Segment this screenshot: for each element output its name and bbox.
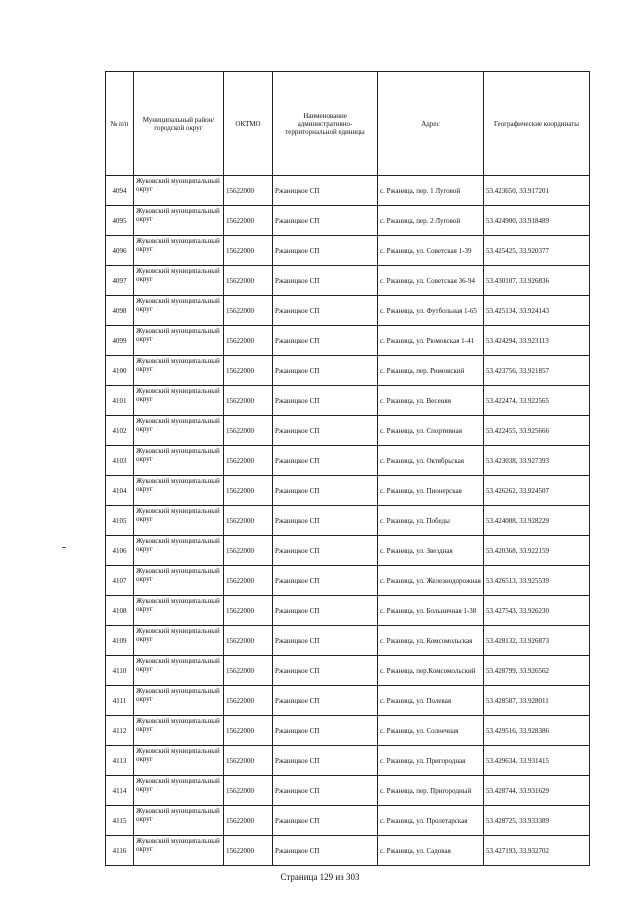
table-row: [106, 356, 590, 386]
cell-coordinates: 53.425425, 33.920377: [484, 236, 590, 266]
table-row: [106, 836, 590, 866]
cell-number: 4098: [106, 296, 134, 326]
cell-address: с. Ржаница, пер. 2 Луговой: [378, 206, 484, 236]
cell-admin-unit: Ржаницкое СП: [273, 776, 378, 806]
cell-number: 4116: [106, 836, 134, 866]
cell-oktmo: 15622000: [224, 326, 273, 356]
cell-admin-unit: Ржаницкое СП: [273, 656, 378, 686]
table-row: [106, 686, 590, 716]
cell-admin-unit: Ржаницкое СП: [273, 746, 378, 776]
cell-address: с. Ржаница, ул. Футбольная 1-65: [378, 296, 484, 326]
cell-admin-unit: Ржаницкое СП: [273, 446, 378, 476]
cell-admin-unit: Ржаницкое СП: [273, 206, 378, 236]
cell-oktmo: 15622000: [224, 836, 273, 866]
cell-number: 4106: [106, 536, 134, 566]
cell-address: с. Ржаница, пер. Рюмовский: [378, 356, 484, 386]
cell-district: Жуковский муниципальный округ: [134, 656, 224, 686]
cell-coordinates: 53.424008, 33.928229: [484, 506, 590, 536]
table-row: [106, 386, 590, 416]
cell-number: 4105: [106, 506, 134, 536]
cell-district: Жуковский муниципальный округ: [134, 836, 224, 866]
cell-coordinates: 53.422455, 33.925666: [484, 416, 590, 446]
cell-oktmo: 15622000: [224, 746, 273, 776]
cell-number: 4111: [106, 686, 134, 716]
cell-admin-unit: Ржаницкое СП: [273, 536, 378, 566]
cell-address: с. Ржаница, ул. Садовая: [378, 836, 484, 866]
cell-oktmo: 15622000: [224, 536, 273, 566]
cell-address: с. Ржаница, ул. Звездная: [378, 536, 484, 566]
scan-mark: [62, 547, 66, 548]
cell-number: 4110: [106, 656, 134, 686]
cell-oktmo: 15622000: [224, 446, 273, 476]
cell-oktmo: 15622000: [224, 386, 273, 416]
cell-admin-unit: Ржаницкое СП: [273, 416, 378, 446]
cell-admin-unit: Ржаницкое СП: [273, 236, 378, 266]
header-number: № п/п: [106, 72, 134, 176]
cell-district: Жуковский муниципальный округ: [134, 176, 224, 206]
cell-number: 4114: [106, 776, 134, 806]
table-row: [106, 476, 590, 506]
cell-admin-unit: Ржаницкое СП: [273, 176, 378, 206]
cell-coordinates: 53.426513, 33.925539: [484, 566, 590, 596]
cell-number: 4104: [106, 476, 134, 506]
cell-number: 4096: [106, 236, 134, 266]
cell-admin-unit: Ржаницкое СП: [273, 506, 378, 536]
table-row: [106, 206, 590, 236]
cell-number: 4100: [106, 356, 134, 386]
table-row: [106, 266, 590, 296]
cell-address: с. Ржаница, ул. Советская 36-94: [378, 266, 484, 296]
cell-oktmo: 15622000: [224, 686, 273, 716]
cell-address: с. Ржаница, ул. Пригородная: [378, 746, 484, 776]
cell-oktmo: 15622000: [224, 266, 273, 296]
cell-number: 4099: [106, 326, 134, 356]
cell-district: Жуковский муниципальный округ: [134, 296, 224, 326]
cell-district: Жуковский муниципальный округ: [134, 416, 224, 446]
cell-oktmo: 15622000: [224, 176, 273, 206]
cell-oktmo: 15622000: [224, 416, 273, 446]
cell-coordinates: 53.425134, 33.924143: [484, 296, 590, 326]
table-row: [106, 536, 590, 566]
table-row: [106, 416, 590, 446]
table-row: [106, 596, 590, 626]
cell-admin-unit: Ржаницкое СП: [273, 686, 378, 716]
cell-oktmo: 15622000: [224, 596, 273, 626]
cell-address: с. Ржаница, ул. Рюмовская 1-41: [378, 326, 484, 356]
cell-address: с. Ржаница, ул. Больничная 1-38: [378, 596, 484, 626]
cell-oktmo: 15622000: [224, 356, 273, 386]
cell-number: 4103: [106, 446, 134, 476]
cell-oktmo: 15622000: [224, 806, 273, 836]
cell-admin-unit: Ржаницкое СП: [273, 326, 378, 356]
cell-coordinates: 53.420368, 33.922159: [484, 536, 590, 566]
cell-address: с. Ржаница, ул. Спортивная: [378, 416, 484, 446]
cell-number: 4108: [106, 596, 134, 626]
cell-coordinates: 53.428799, 33.926562: [484, 656, 590, 686]
cell-address: с. Ржаница, ул. Победы: [378, 506, 484, 536]
cell-district: Жуковский муниципальный округ: [134, 356, 224, 386]
cell-district: Жуковский муниципальный округ: [134, 446, 224, 476]
cell-address: с. Ржаница, ул. Пролетарская: [378, 806, 484, 836]
cell-district: Жуковский муниципальный округ: [134, 716, 224, 746]
cell-number: 4109: [106, 626, 134, 656]
cell-address: с. Ржаница, пер. 1 Луговой: [378, 176, 484, 206]
cell-oktmo: 15622000: [224, 716, 273, 746]
cell-coordinates: 53.428587, 33.928011: [484, 686, 590, 716]
table-row: [106, 566, 590, 596]
cell-district: Жуковский муниципальный округ: [134, 236, 224, 266]
cell-admin-unit: Ржаницкое СП: [273, 476, 378, 506]
table-row: [106, 446, 590, 476]
cell-address: с. Ржаница, ул. Советская 1-39: [378, 236, 484, 266]
cell-district: Жуковский муниципальный округ: [134, 386, 224, 416]
cell-admin-unit: Ржаницкое СП: [273, 626, 378, 656]
header-admin-unit: Наименование административно-территориальной единицы: [273, 72, 378, 176]
cell-oktmo: 15622000: [224, 776, 273, 806]
cell-coordinates: 53.427543, 33.926230: [484, 596, 590, 626]
cell-coordinates: 53.422474, 33.922565: [484, 386, 590, 416]
cell-admin-unit: Ржаницкое СП: [273, 296, 378, 326]
cell-district: Жуковский муниципальный округ: [134, 596, 224, 626]
cell-coordinates: 53.423756, 33.921857: [484, 356, 590, 386]
cell-coordinates: 53.427193, 33.932702: [484, 836, 590, 866]
cell-district: Жуковский муниципальный округ: [134, 626, 224, 656]
cell-number: 4102: [106, 416, 134, 446]
cell-district: Жуковский муниципальный округ: [134, 326, 224, 356]
cell-admin-unit: Ржаницкое СП: [273, 836, 378, 866]
cell-oktmo: 15622000: [224, 626, 273, 656]
table-row: [106, 626, 590, 656]
cell-oktmo: 15622000: [224, 566, 273, 596]
table-row: [106, 776, 590, 806]
cell-address: с. Ржаница, ул. Железнодорожная: [378, 566, 484, 596]
cell-admin-unit: Ржаницкое СП: [273, 356, 378, 386]
cell-address: с. Ржаница, ул. Комсомольская: [378, 626, 484, 656]
cell-district: Жуковский муниципальный округ: [134, 566, 224, 596]
cell-number: 4101: [106, 386, 134, 416]
cell-admin-unit: Ржаницкое СП: [273, 806, 378, 836]
cell-oktmo: 15622000: [224, 236, 273, 266]
cell-oktmo: 15622000: [224, 206, 273, 236]
cell-district: Жуковский муниципальный округ: [134, 506, 224, 536]
table-row: [106, 506, 590, 536]
header-oktmo: ОКТМО: [224, 72, 273, 176]
cell-district: Жуковский муниципальный округ: [134, 206, 224, 236]
header-coordinates: Географические координаты: [484, 72, 590, 176]
table-body: [106, 176, 590, 866]
table-row: [106, 296, 590, 326]
table-header: [106, 72, 590, 176]
cell-number: 4107: [106, 566, 134, 596]
cell-district: Жуковский муниципальный округ: [134, 266, 224, 296]
cell-admin-unit: Ржаницкое СП: [273, 266, 378, 296]
cell-admin-unit: Ржаницкое СП: [273, 596, 378, 626]
cell-address: с. Ржаница, ул. Пионерская: [378, 476, 484, 506]
cell-number: 4112: [106, 716, 134, 746]
cell-district: Жуковский муниципальный округ: [134, 686, 224, 716]
table-row: [106, 236, 590, 266]
cell-admin-unit: Ржаницкое СП: [273, 716, 378, 746]
cell-district: Жуковский муниципальный округ: [134, 476, 224, 506]
cell-admin-unit: Ржаницкое СП: [273, 566, 378, 596]
cell-coordinates: 53.424294, 33.923113: [484, 326, 590, 356]
cell-coordinates: 53.423650, 33.917201: [484, 176, 590, 206]
table-row: [106, 716, 590, 746]
cell-admin-unit: Ржаницкое СП: [273, 386, 378, 416]
cell-oktmo: 15622000: [224, 506, 273, 536]
cell-address: с. Ржаница, ул. Весеняя: [378, 386, 484, 416]
cell-number: 4097: [106, 266, 134, 296]
cell-coordinates: 53.426262, 33.924507: [484, 476, 590, 506]
table-row: [106, 326, 590, 356]
cell-district: Жуковский муниципальный округ: [134, 806, 224, 836]
cell-oktmo: 15622000: [224, 296, 273, 326]
header-address: Адрес: [378, 72, 484, 176]
cell-oktmo: 15622000: [224, 656, 273, 686]
table-row: [106, 806, 590, 836]
cell-address: с. Ржаница, ул. Полевая: [378, 686, 484, 716]
cell-number: 4113: [106, 746, 134, 776]
cell-coordinates: 53.430107, 33.926836: [484, 266, 590, 296]
cell-coordinates: 53.423038, 33.927393: [484, 446, 590, 476]
cell-coordinates: 53.428725, 33.933389: [484, 806, 590, 836]
cell-number: 4094: [106, 176, 134, 206]
address-table: [105, 71, 590, 866]
page-footer: Страница 129 из 303: [280, 872, 360, 882]
cell-district: Жуковский муниципальный округ: [134, 776, 224, 806]
cell-oktmo: 15622000: [224, 476, 273, 506]
cell-coordinates: 53.429516, 33.928386: [484, 716, 590, 746]
cell-number: 4115: [106, 806, 134, 836]
cell-district: Жуковский муниципальный округ: [134, 746, 224, 776]
cell-district: Жуковский муниципальный округ: [134, 536, 224, 566]
cell-coordinates: 53.428132, 33.926873: [484, 626, 590, 656]
cell-number: 4095: [106, 206, 134, 236]
header-district: Муниципальный район/городской округ: [134, 72, 224, 176]
cell-address: с. Ржаница, пер.Комсомольский: [378, 656, 484, 686]
cell-address: с. Ржаница, ул. Октябрьская: [378, 446, 484, 476]
table-row: [106, 656, 590, 686]
cell-address: с. Ржаница, ул. Солнечная: [378, 716, 484, 746]
table-row: [106, 746, 590, 776]
cell-coordinates: 53.428744, 33.931629: [484, 776, 590, 806]
table-row: [106, 176, 590, 206]
cell-address: с. Ржаница, пер. Пригородный: [378, 776, 484, 806]
cell-coordinates: 53.424900, 33.918489: [484, 206, 590, 236]
cell-coordinates: 53.429634, 33.931415: [484, 746, 590, 776]
